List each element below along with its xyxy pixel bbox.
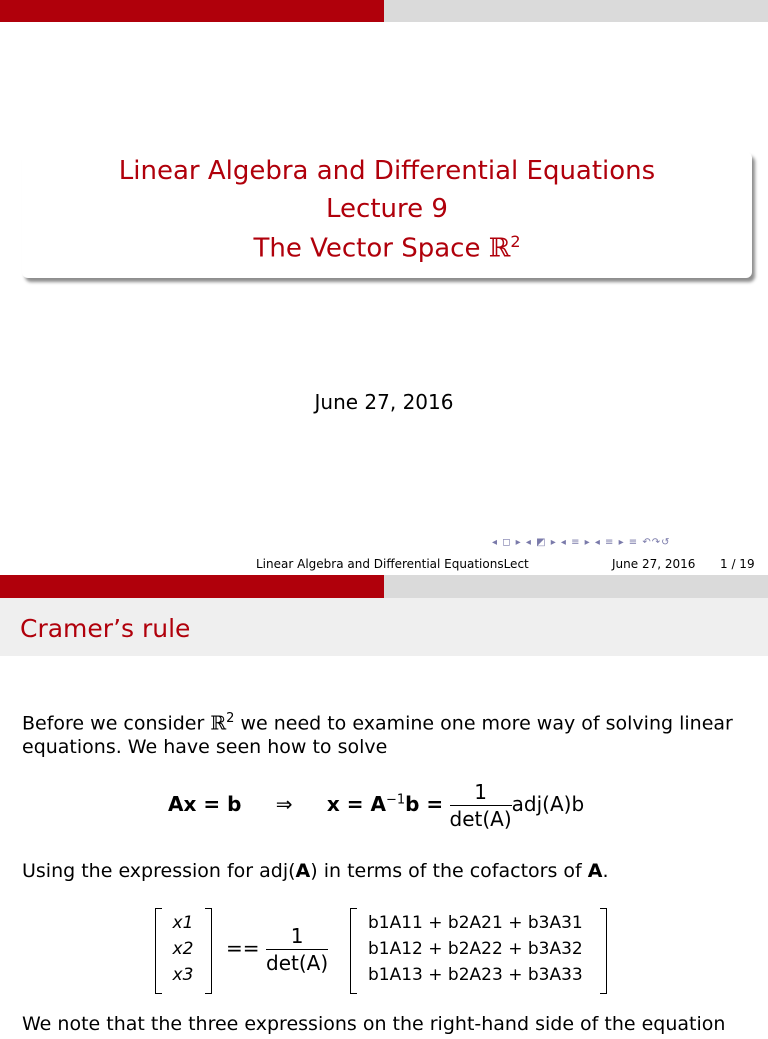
reals-symbol: ℝ bbox=[210, 712, 227, 735]
top-bar-gray bbox=[384, 0, 768, 22]
matrix-row: b1A13 + b2A23 + b3A33 bbox=[368, 965, 583, 985]
paragraph-line-3 bbox=[22, 857, 609, 886]
vector-right-bracket bbox=[205, 908, 212, 994]
eq1-rhs: adj(A)b bbox=[511, 792, 585, 816]
slide-date: June 27, 2016 bbox=[314, 390, 454, 414]
para3-matrix-a: A bbox=[295, 860, 311, 882]
eq2-fraction-wrap bbox=[266, 924, 328, 975]
implies-arrow: ⇒ bbox=[275, 792, 293, 816]
vector-entry: x1 bbox=[172, 913, 194, 933]
eq1-inverse-exponent: −1 bbox=[385, 792, 406, 808]
title-superscript: 2 bbox=[510, 232, 521, 251]
beamer-navigation-icons[interactable]: ◂ ◻ ▸ ◂ ◩ ▸ ◂ ≡ ▸ ◂ ≡ ▸ ≡ ↶↷↺ bbox=[492, 537, 671, 548]
matrix-row: b1A11 + b2A21 + b3A31 bbox=[368, 913, 583, 933]
title-line-1: Linear Algebra and Differential Equations bbox=[118, 156, 656, 186]
matrix-left-bracket bbox=[350, 908, 357, 994]
title-line-3-text: The Vector Space bbox=[253, 233, 489, 264]
title-line-2: Lecture 9 bbox=[326, 194, 448, 224]
eq1-denominator: det(A) bbox=[449, 807, 512, 831]
top-bar-red bbox=[0, 0, 384, 22]
eq2-numerator: 1 bbox=[266, 924, 328, 950]
eq1-b: b = bbox=[405, 792, 444, 816]
footer-title: Linear Algebra and Differential EquationsLect bbox=[256, 557, 529, 571]
para3-end: . bbox=[602, 860, 609, 882]
para1-superscript: 2 bbox=[226, 711, 235, 726]
vector-entry: x3 bbox=[172, 965, 194, 985]
solution-vector bbox=[168, 910, 198, 988]
eq1-fraction bbox=[450, 780, 512, 831]
frame-title: Cramer’s rule bbox=[20, 614, 191, 643]
eq2-denominator: det(A) bbox=[266, 951, 329, 975]
vector-entry: x2 bbox=[172, 939, 194, 959]
eq1-mid: x = A bbox=[326, 792, 386, 816]
vector-left-bracket bbox=[155, 908, 162, 994]
para1-part1: Before we consider bbox=[22, 712, 211, 735]
footer-date: June 27, 2016 bbox=[612, 557, 696, 571]
reals-symbol: ℝ bbox=[488, 233, 511, 264]
title-line-3 bbox=[22, 232, 752, 264]
paragraph-line-4-partial: We note that the three expressions on the right-hand side of the equation bbox=[22, 1013, 726, 1035]
eq1-numerator: 1 bbox=[450, 780, 512, 806]
eq2-fraction bbox=[266, 924, 328, 975]
para1-part2: we need to examine one more way of solving linear bbox=[234, 712, 733, 735]
para3-matrix-a2: A bbox=[587, 860, 603, 882]
eq1-lhs: Ax = b bbox=[168, 792, 242, 816]
footer-page-number: 1 / 19 bbox=[720, 557, 755, 571]
equation-inverse bbox=[168, 780, 584, 831]
matrix-right-bracket bbox=[600, 908, 607, 994]
title-box bbox=[22, 152, 752, 278]
matrix-row: b1A12 + b2A22 + b3A32 bbox=[368, 939, 583, 959]
para3-part1: Using the expression for adj( bbox=[22, 860, 296, 882]
para3-part2: ) in terms of the cofactors of bbox=[310, 860, 588, 882]
eq2-equals: == bbox=[226, 936, 260, 960]
cofactor-rows bbox=[368, 910, 583, 988]
equation-cramer bbox=[0, 906, 768, 998]
paragraph-line-2: equations. We have seen how to solve bbox=[22, 736, 388, 758]
